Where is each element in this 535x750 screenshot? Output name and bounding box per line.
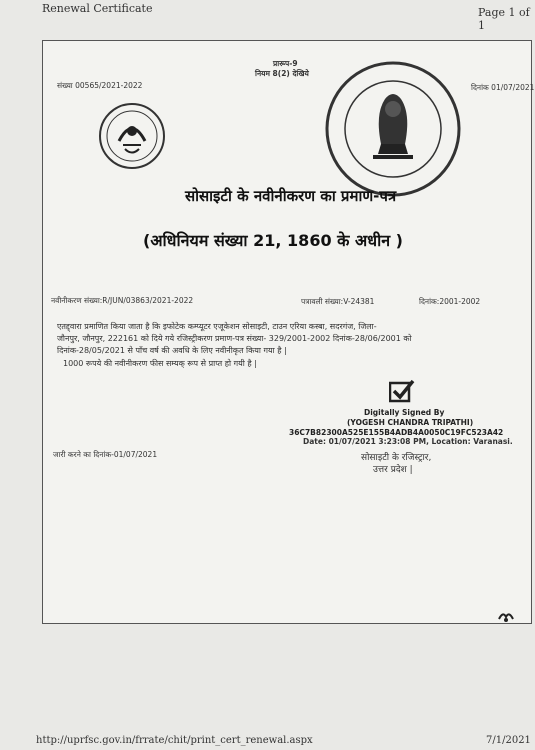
form-prarup: प्रारूप-9 [273,59,298,68]
stamp-mark-icon [497,609,515,623]
body-line-2: जौनपुर, जौनपुर, 222161 को दिये गये रजिस्ट्रीकरण प्रमाण-पत्र संख्या- 329/2001-2002 दिनांक-28/06/2001 को [57,334,412,343]
file-number: पत्रावली संख्या:V-24381 [301,297,375,306]
renewal-number: नवीनीकरण संख्या:R/JUN/03863/2021-2022 [51,296,194,305]
form-niyam: नियम 8(2) देखिये [255,69,309,78]
footer-url: http://uprfsc.gov.in/frrate/chit/print_cert_renewal.aspx [36,735,313,746]
signature-line-1: Digitally Signed By [364,408,445,417]
checkmark-icon [389,379,415,403]
up-emblem-icon [97,101,167,171]
sankhya: संख्या 00565/2021-2022 [57,81,143,90]
page-header-left: Renewal Certificate [42,2,153,15]
signature-date: Date: 01/07/2021 3:23:08 PM, Location: Varanasi. [303,437,513,446]
certificate [42,40,535,624]
body-line-1: एतद्द्वारा प्रमाणित किया जाता है कि इफोटेक कम्प्यूटर एजूकेशन सोसाइटी, टाउन एरिया कस्बा, सदरगंज, जिला- [57,322,377,331]
page-header-right: Page 1 of 1 [478,6,530,32]
date-range: दिनांक:2001-2002 [419,297,481,306]
certificate-subtitle: (अधिनियम संख्या 21, 1860 के अधीन ) [143,231,403,250]
body-line-3: दिनांक-28/05/2021 से पाँच वर्ष की अवधि के लिए नवीनीकृत किया गया है | [57,346,287,355]
body-line-4: 1000 रूपये की नवीनीकरण फीस सम्यक् रूप से प्राप्त हो गयी है | [63,359,257,368]
registrar-seal-icon [323,59,463,199]
issue-date: जारी करने का दिनांक-01/07/2021 [53,450,158,459]
signature-hash: 36C7B82300A525E155B4ADB4A0050C19FC523A42 [289,428,504,437]
dinank: दिनांक 01/07/2021 [471,83,535,92]
footer-date: 7/1/2021 [486,735,531,746]
certificate-title: सोसाइटी के नवीनीकरण का प्रमाण-पत्र [185,187,397,205]
designation-2: उत्तर प्रदेश | [373,465,413,475]
signature-line-2: (YOGESH CHANDRA TRIPATHI) [347,418,474,427]
designation-1: सोसाइटी के रजिस्ट्रार, [361,453,432,463]
